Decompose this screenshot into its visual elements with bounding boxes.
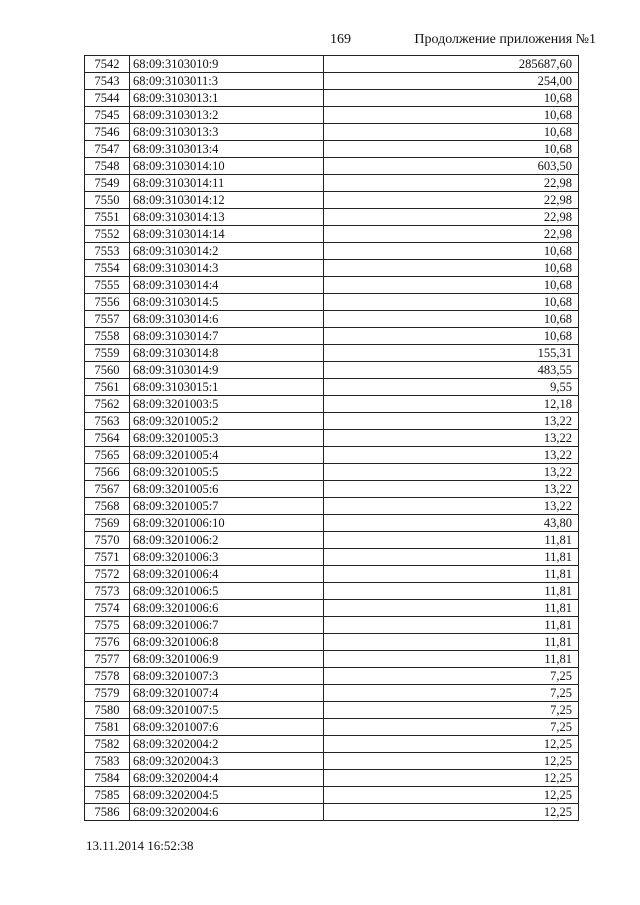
cadastral-number-cell: 68:09:3201006:4 (130, 566, 324, 583)
row-number-cell: 7557 (85, 311, 130, 328)
area-value-cell: 12,25 (324, 787, 579, 804)
area-value-cell: 10,68 (324, 243, 579, 260)
table-row (85, 532, 579, 549)
cadastral-number-cell: 68:09:3201006:5 (130, 583, 324, 600)
cadastral-number-cell: 68:09:3201006:3 (130, 549, 324, 566)
table-row (85, 243, 579, 260)
table-row (85, 260, 579, 277)
row-number-cell: 7553 (85, 243, 130, 260)
area-value-cell: 155,31 (324, 345, 579, 362)
table-row (85, 175, 579, 192)
cadastral-number-cell: 68:09:3202004:4 (130, 770, 324, 787)
area-value-cell: 10,68 (324, 328, 579, 345)
cadastral-table (84, 55, 579, 821)
row-number-cell: 7568 (85, 498, 130, 515)
table-row (85, 719, 579, 736)
area-value-cell: 10,68 (324, 277, 579, 294)
cadastral-number-cell: 68:09:3201007:5 (130, 702, 324, 719)
cadastral-number-cell: 68:09:3103013:3 (130, 124, 324, 141)
row-number-cell: 7542 (85, 56, 130, 73)
table-row (85, 685, 579, 702)
area-value-cell: 22,98 (324, 209, 579, 226)
cadastral-number-cell: 68:09:3103013:1 (130, 90, 324, 107)
row-number-cell: 7570 (85, 532, 130, 549)
table-row (85, 753, 579, 770)
area-value-cell: 13,22 (324, 464, 579, 481)
cadastral-number-cell: 68:09:3201007:3 (130, 668, 324, 685)
area-value-cell: 10,68 (324, 294, 579, 311)
row-number-cell: 7574 (85, 600, 130, 617)
cadastral-number-cell: 68:09:3201006:6 (130, 600, 324, 617)
cadastral-number-cell: 68:09:3103011:3 (130, 73, 324, 90)
row-number-cell: 7552 (85, 226, 130, 243)
table-row (85, 311, 579, 328)
table-row (85, 464, 579, 481)
area-value-cell: 10,68 (324, 311, 579, 328)
row-number-cell: 7565 (85, 447, 130, 464)
table-row (85, 770, 579, 787)
area-value-cell: 22,98 (324, 226, 579, 243)
row-number-cell: 7576 (85, 634, 130, 651)
row-number-cell: 7582 (85, 736, 130, 753)
row-number-cell: 7573 (85, 583, 130, 600)
cadastral-number-cell: 68:09:3201005:2 (130, 413, 324, 430)
cadastral-number-cell: 68:09:3201005:6 (130, 481, 324, 498)
cadastral-number-cell: 68:09:3202004:6 (130, 804, 324, 821)
area-value-cell: 9,55 (324, 379, 579, 396)
area-value-cell: 22,98 (324, 192, 579, 209)
cadastral-number-cell: 68:09:3201005:3 (130, 430, 324, 447)
table-row (85, 787, 579, 804)
area-value-cell: 11,81 (324, 617, 579, 634)
area-value-cell: 12,25 (324, 770, 579, 787)
area-value-cell: 603,50 (324, 158, 579, 175)
area-value-cell: 12,25 (324, 736, 579, 753)
area-value-cell: 7,25 (324, 702, 579, 719)
area-value-cell: 11,81 (324, 634, 579, 651)
table-row (85, 141, 579, 158)
row-number-cell: 7572 (85, 566, 130, 583)
row-number-cell: 7575 (85, 617, 130, 634)
cadastral-number-cell: 68:09:3103014:11 (130, 175, 324, 192)
cadastral-number-cell: 68:09:3201005:5 (130, 464, 324, 481)
cadastral-number-cell: 68:09:3201006:8 (130, 634, 324, 651)
table-row (85, 158, 579, 175)
area-value-cell: 7,25 (324, 719, 579, 736)
table-row (85, 600, 579, 617)
area-value-cell: 10,68 (324, 90, 579, 107)
area-value-cell: 13,22 (324, 447, 579, 464)
table-row (85, 209, 579, 226)
area-value-cell: 10,68 (324, 260, 579, 277)
row-number-cell: 7577 (85, 651, 130, 668)
area-value-cell: 483,55 (324, 362, 579, 379)
area-value-cell: 11,81 (324, 600, 579, 617)
row-number-cell: 7549 (85, 175, 130, 192)
area-value-cell: 285687,60 (324, 56, 579, 73)
cadastral-number-cell: 68:09:3202004:3 (130, 753, 324, 770)
cadastral-number-cell: 68:09:3201005:4 (130, 447, 324, 464)
area-value-cell: 12,25 (324, 753, 579, 770)
print-timestamp: 13.11.2014 16:52:38 (86, 838, 194, 853)
cadastral-number-cell: 68:09:3103014:8 (130, 345, 324, 362)
table-row (85, 804, 579, 821)
table-row (85, 73, 579, 90)
row-number-cell: 7564 (85, 430, 130, 447)
area-value-cell: 11,81 (324, 566, 579, 583)
appendix-caption: Продолжение приложения №1 (414, 32, 596, 47)
table-row (85, 124, 579, 141)
area-value-cell: 11,81 (324, 583, 579, 600)
row-number-cell: 7584 (85, 770, 130, 787)
area-value-cell: 11,81 (324, 651, 579, 668)
row-number-cell: 7581 (85, 719, 130, 736)
cadastral-number-cell: 68:09:3103014:4 (130, 277, 324, 294)
row-number-cell: 7550 (85, 192, 130, 209)
cadastral-number-cell: 68:09:3201003:5 (130, 396, 324, 413)
cadastral-number-cell: 68:09:3103014:3 (130, 260, 324, 277)
table-row (85, 651, 579, 668)
cadastral-number-cell: 68:09:3202004:5 (130, 787, 324, 804)
table-row (85, 566, 579, 583)
cadastral-number-cell: 68:09:3103010:9 (130, 56, 324, 73)
cadastral-number-cell: 68:09:3103014:12 (130, 192, 324, 209)
table-row (85, 362, 579, 379)
area-value-cell: 12,25 (324, 804, 579, 821)
cadastral-number-cell: 68:09:3202004:2 (130, 736, 324, 753)
cadastral-number-cell: 68:09:3103013:2 (130, 107, 324, 124)
row-number-cell: 7545 (85, 107, 130, 124)
area-value-cell: 43,80 (324, 515, 579, 532)
table-row (85, 430, 579, 447)
table-row (85, 328, 579, 345)
area-value-cell: 11,81 (324, 532, 579, 549)
area-value-cell: 10,68 (324, 107, 579, 124)
row-number-cell: 7554 (85, 260, 130, 277)
row-number-cell: 7571 (85, 549, 130, 566)
cadastral-number-cell: 68:09:3201006:2 (130, 532, 324, 549)
table-row (85, 226, 579, 243)
cadastral-number-cell: 68:09:3201006:10 (130, 515, 324, 532)
cadastral-number-cell: 68:09:3103014:5 (130, 294, 324, 311)
row-number-cell: 7555 (85, 277, 130, 294)
table-row (85, 379, 579, 396)
table-row (85, 668, 579, 685)
area-value-cell: 7,25 (324, 668, 579, 685)
row-number-cell: 7569 (85, 515, 130, 532)
table-row (85, 277, 579, 294)
row-number-cell: 7563 (85, 413, 130, 430)
table-row (85, 702, 579, 719)
table-row (85, 515, 579, 532)
table-row (85, 736, 579, 753)
table-row (85, 481, 579, 498)
row-number-cell: 7559 (85, 345, 130, 362)
row-number-cell: 7544 (85, 90, 130, 107)
cadastral-number-cell: 68:09:3201007:6 (130, 719, 324, 736)
cadastral-number-cell: 68:09:3103014:10 (130, 158, 324, 175)
row-number-cell: 7560 (85, 362, 130, 379)
area-value-cell: 7,25 (324, 685, 579, 702)
area-value-cell: 22,98 (324, 175, 579, 192)
table-row (85, 549, 579, 566)
table-row (85, 107, 579, 124)
row-number-cell: 7562 (85, 396, 130, 413)
table-row (85, 396, 579, 413)
area-value-cell: 10,68 (324, 124, 579, 141)
table-row (85, 90, 579, 107)
area-value-cell: 13,22 (324, 430, 579, 447)
cadastral-number-cell: 68:09:3201006:7 (130, 617, 324, 634)
cadastral-number-cell: 68:09:3201006:9 (130, 651, 324, 668)
area-value-cell: 13,22 (324, 498, 579, 515)
row-number-cell: 7551 (85, 209, 130, 226)
row-number-cell: 7561 (85, 379, 130, 396)
row-number-cell: 7567 (85, 481, 130, 498)
area-value-cell: 254,00 (324, 73, 579, 90)
table-row (85, 413, 579, 430)
cadastral-number-cell: 68:09:3201007:4 (130, 685, 324, 702)
row-number-cell: 7585 (85, 787, 130, 804)
row-number-cell: 7548 (85, 158, 130, 175)
table-row (85, 447, 579, 464)
cadastral-number-cell: 68:09:3103014:6 (130, 311, 324, 328)
cadastral-number-cell: 68:09:3103014:13 (130, 209, 324, 226)
row-number-cell: 7556 (85, 294, 130, 311)
cadastral-number-cell: 68:09:3103014:9 (130, 362, 324, 379)
table-row (85, 345, 579, 362)
cadastral-number-cell: 68:09:3103013:4 (130, 141, 324, 158)
table-row (85, 192, 579, 209)
table-body (85, 56, 579, 821)
table-row (85, 617, 579, 634)
area-value-cell: 13,22 (324, 481, 579, 498)
row-number-cell: 7543 (85, 73, 130, 90)
row-number-cell: 7547 (85, 141, 130, 158)
row-number-cell: 7546 (85, 124, 130, 141)
row-number-cell: 7578 (85, 668, 130, 685)
row-number-cell: 7583 (85, 753, 130, 770)
row-number-cell: 7579 (85, 685, 130, 702)
page-number: 169 (330, 32, 351, 47)
table-row (85, 498, 579, 515)
cadastral-number-cell: 68:09:3103014:14 (130, 226, 324, 243)
table-row (85, 583, 579, 600)
row-number-cell: 7586 (85, 804, 130, 821)
area-value-cell: 13,22 (324, 413, 579, 430)
cadastral-number-cell: 68:09:3103015:1 (130, 379, 324, 396)
cadastral-number-cell: 68:09:3103014:2 (130, 243, 324, 260)
row-number-cell: 7580 (85, 702, 130, 719)
area-value-cell: 12,18 (324, 396, 579, 413)
area-value-cell: 10,68 (324, 141, 579, 158)
cadastral-number-cell: 68:09:3103014:7 (130, 328, 324, 345)
row-number-cell: 7558 (85, 328, 130, 345)
area-value-cell: 11,81 (324, 549, 579, 566)
cadastral-number-cell: 68:09:3201005:7 (130, 498, 324, 515)
table-row (85, 634, 579, 651)
row-number-cell: 7566 (85, 464, 130, 481)
table-row (85, 56, 579, 73)
table-row (85, 294, 579, 311)
